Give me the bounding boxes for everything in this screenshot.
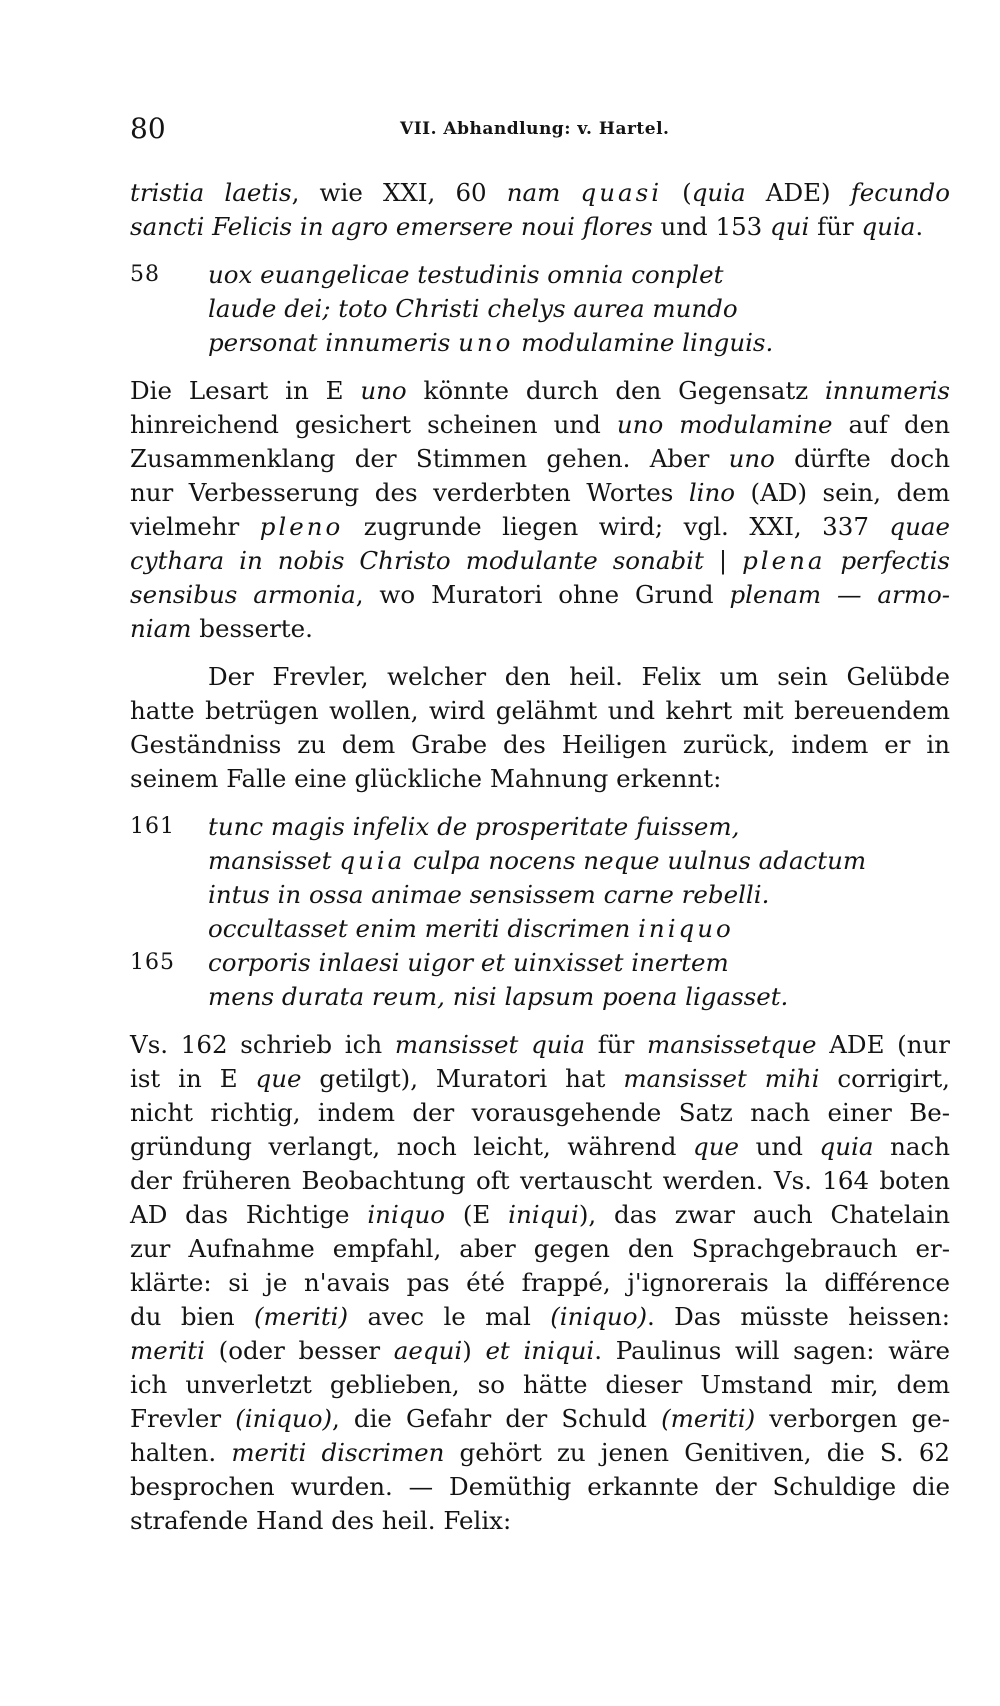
text-run: avec le mal — [348, 1302, 551, 1331]
text-run: ich unverletzt geblieben, so hätte dieser Umstand mir, dem — [130, 1370, 950, 1399]
italic-text: personat innumeris — [208, 328, 459, 357]
text-line — [130, 258, 950, 292]
text-run: gehört zu jenen Genitiven, die S. 62 — [444, 1438, 950, 1467]
text-line — [130, 1300, 950, 1334]
text-run: . Paulinus will sagen: wäre — [594, 1336, 950, 1365]
text-line — [130, 476, 950, 510]
text-run: (AD) sein, dem — [735, 478, 950, 507]
text-line — [130, 1062, 950, 1096]
text-run: ADE (nur — [816, 1030, 951, 1059]
text-run: dürfte doch — [774, 444, 950, 473]
text-run: nicht richtig, indem der vorausgehende Satz nach einer Be- — [130, 1098, 950, 1127]
italic-text: uno modulamine — [616, 410, 833, 439]
spacer — [130, 796, 950, 810]
italic-text: (meriti) — [661, 1404, 756, 1433]
italic-text: quasi — [580, 178, 663, 207]
text-line — [130, 660, 950, 694]
italic-text: quia — [339, 846, 406, 875]
italic-text: intus in ossa animae sensissem carne rebelli. — [208, 880, 770, 909]
italic-text: iniqui — [508, 1200, 579, 1229]
text-run: , wie XXI, 60 — [291, 178, 507, 207]
italic-text: (iniquo) — [235, 1404, 332, 1433]
text-run: Der Frevler, welcher den heil. Felix um sein Gelübde — [208, 662, 950, 691]
text-run: hinreichend gesichert scheinen und — [130, 410, 617, 439]
italic-text: iniquo — [367, 1200, 445, 1229]
italic-text: sancti Felicis in agro emersere noui flores — [130, 212, 653, 241]
italic-text: occultasset enim meriti discrimen — [208, 914, 639, 943]
text-line — [130, 578, 950, 612]
text-run: verborgen ge- — [755, 1404, 950, 1433]
text-line — [130, 694, 950, 728]
italic-text: et iniqui — [485, 1336, 595, 1365]
text-line — [130, 844, 950, 878]
text-line — [130, 374, 950, 408]
italic-text: uox euangelicae testudinis omnia conplet — [208, 260, 724, 289]
text-run: strafende Hand des heil. Felix: — [130, 1506, 512, 1535]
text-run: . — [915, 212, 924, 241]
text-run: (E — [445, 1200, 509, 1229]
italic-text: qui — [770, 212, 810, 241]
text-line — [130, 1096, 950, 1130]
running-title: VII. Abhandlung: v. Hartel. — [400, 119, 670, 139]
text-run: könnte durch den Gegensatz — [406, 376, 825, 405]
text-line — [130, 1164, 950, 1198]
italic-text: quia — [691, 178, 746, 207]
text-run: für — [585, 1030, 648, 1059]
text-run: . Das müsste heissen: — [647, 1302, 950, 1331]
text-run: nach — [873, 1132, 950, 1161]
text-line — [130, 176, 950, 210]
italic-text: fecundo — [850, 178, 950, 207]
italic-text: mansissetque — [647, 1030, 817, 1059]
text-line — [130, 1266, 950, 1300]
text-line — [130, 762, 950, 796]
italic-text: quae — [889, 512, 950, 541]
italic-text: modulamine linguis. — [513, 328, 774, 357]
spacer — [130, 646, 950, 660]
italic-text: que — [693, 1132, 740, 1161]
italic-text: mansisset quia — [394, 1030, 586, 1059]
text-line — [130, 442, 950, 476]
text-run: , die Gefahr der Schuld — [332, 1404, 662, 1433]
text-line — [130, 1504, 950, 1538]
italic-text: que — [255, 1064, 302, 1093]
page-number: 80 — [130, 112, 166, 145]
spacer — [130, 1014, 950, 1028]
text-line — [130, 912, 950, 946]
text-line — [130, 510, 950, 544]
text-line — [130, 878, 950, 912]
italic-text: aequi — [393, 1336, 463, 1365]
italic-text: plenam — armo- — [729, 580, 951, 609]
italic-text: nam — [506, 178, 581, 207]
page-header — [130, 112, 950, 152]
text-run: Vs. 162 schrieb ich — [130, 1030, 395, 1059]
text-run: gründung verlangt, noch leicht, während — [130, 1132, 694, 1161]
italic-text: mansisset mihi — [623, 1064, 820, 1093]
text-run: zugrunde liegen wird; vgl. XXI, 337 — [343, 512, 890, 541]
text-run: zur Aufnahme empfahl, aber gegen den Sprachgebrauch er- — [130, 1234, 950, 1263]
text-line — [130, 946, 950, 980]
text-line — [130, 210, 950, 244]
text-line — [130, 1402, 950, 1436]
italic-text: meriti — [130, 1336, 205, 1365]
text-run: der früheren Beobachtung oft vertauscht werden. Vs. 164 boten — [130, 1166, 950, 1195]
italic-text: mansisset — [208, 846, 340, 875]
italic-text: niam — [130, 614, 192, 643]
italic-text: uno — [458, 328, 514, 357]
text-line — [130, 728, 950, 762]
text-run: hatte betrügen wollen, wird gelähmt und kehrt mit bereuendem — [130, 696, 950, 725]
text-line — [130, 1368, 950, 1402]
text-run: du bien — [130, 1302, 254, 1331]
verse-number: 161 — [130, 814, 175, 839]
verse-number: 165 — [130, 950, 175, 975]
text-run: corrigirt, — [819, 1064, 950, 1093]
verse-number: 58 — [130, 262, 160, 287]
text-line — [130, 980, 950, 1014]
italic-text: corporis inlaesi uigor et uinxisset inertem — [208, 948, 729, 977]
text-line — [130, 1130, 950, 1164]
text-line — [130, 544, 950, 578]
text-line — [130, 408, 950, 442]
text-run: nur Verbesserung des verderbten Wortes — [130, 478, 689, 507]
italic-text: sensibus armonia — [130, 580, 356, 609]
text-line — [130, 1436, 950, 1470]
italic-text: (meriti) — [254, 1302, 349, 1331]
text-line — [130, 1028, 950, 1062]
text-run: ADE) — [745, 178, 851, 207]
italic-text: uno — [728, 444, 775, 473]
text-run: ( — [662, 178, 692, 207]
text-line — [130, 1232, 950, 1266]
text-run: für — [809, 212, 862, 241]
italic-text: pleno — [259, 512, 344, 541]
text-run: getilgt), Muratori hat — [301, 1064, 624, 1093]
italic-text: tunc magis infelix de prosperitate fuissem, — [208, 812, 740, 841]
text-run: besserte. — [191, 614, 313, 643]
italic-text: uno — [360, 376, 407, 405]
spacer — [130, 360, 950, 374]
text-run: Die Lesart in E — [130, 376, 361, 405]
italic-text: meriti discrimen — [231, 1438, 445, 1467]
text-run: und 153 — [652, 212, 771, 241]
italic-text: innumeris — [824, 376, 950, 405]
text-run: ) — [462, 1336, 486, 1365]
text-run: auf den — [832, 410, 950, 439]
italic-text: quia — [861, 212, 916, 241]
text-run: halten. — [130, 1438, 232, 1467]
italic-text: laude dei; toto Christi chelys aurea mundo — [208, 294, 738, 323]
text-line — [130, 292, 950, 326]
italic-text: iniquo — [638, 914, 734, 943]
italic-text: cythara in nobis Christo modulante sonabit | — [130, 546, 743, 575]
italic-text: perfectis — [825, 546, 950, 575]
italic-text: (iniquo) — [550, 1302, 647, 1331]
italic-text: plena — [742, 546, 826, 575]
italic-text: mens durata reum, nisi lapsum poena ligasset. — [208, 982, 789, 1011]
text-run: vielmehr — [130, 512, 260, 541]
text-line — [130, 326, 950, 360]
text-run: besprochen wurden. — Demüthig erkannte der Schuldige die — [130, 1472, 950, 1501]
text-run: seinem Falle eine glückliche Mahnung erkennt: — [130, 764, 722, 793]
text-run: AD das Richtige — [130, 1200, 368, 1229]
italic-text: culpa nocens neque uulnus adactum — [405, 846, 867, 875]
italic-text: quia — [819, 1132, 874, 1161]
spacer — [130, 244, 950, 258]
text-run: ), das zwar auch Chatelain — [578, 1200, 950, 1229]
text-line — [130, 1334, 950, 1368]
italic-text: tristia laetis — [130, 178, 292, 207]
text-line — [130, 1198, 950, 1232]
text-run: , wo Muratori ohne Grund — [355, 580, 730, 609]
text-line — [130, 810, 950, 844]
text-run: (oder besser — [204, 1336, 394, 1365]
text-run: klärte: si je n'avais pas été frappé, j'ignorerais la différence — [130, 1268, 950, 1297]
text-run: ist in E — [130, 1064, 256, 1093]
text-body — [130, 176, 950, 1538]
text-line — [130, 1470, 950, 1504]
text-run: Geständniss zu dem Grabe des Heiligen zurück, indem er in — [130, 730, 950, 759]
italic-text: lino — [688, 478, 736, 507]
text-run: Zusammenklang der Stimmen gehen. Aber — [130, 444, 729, 473]
text-line — [130, 612, 950, 646]
text-run: Frevler — [130, 1404, 236, 1433]
text-run: und — [739, 1132, 820, 1161]
